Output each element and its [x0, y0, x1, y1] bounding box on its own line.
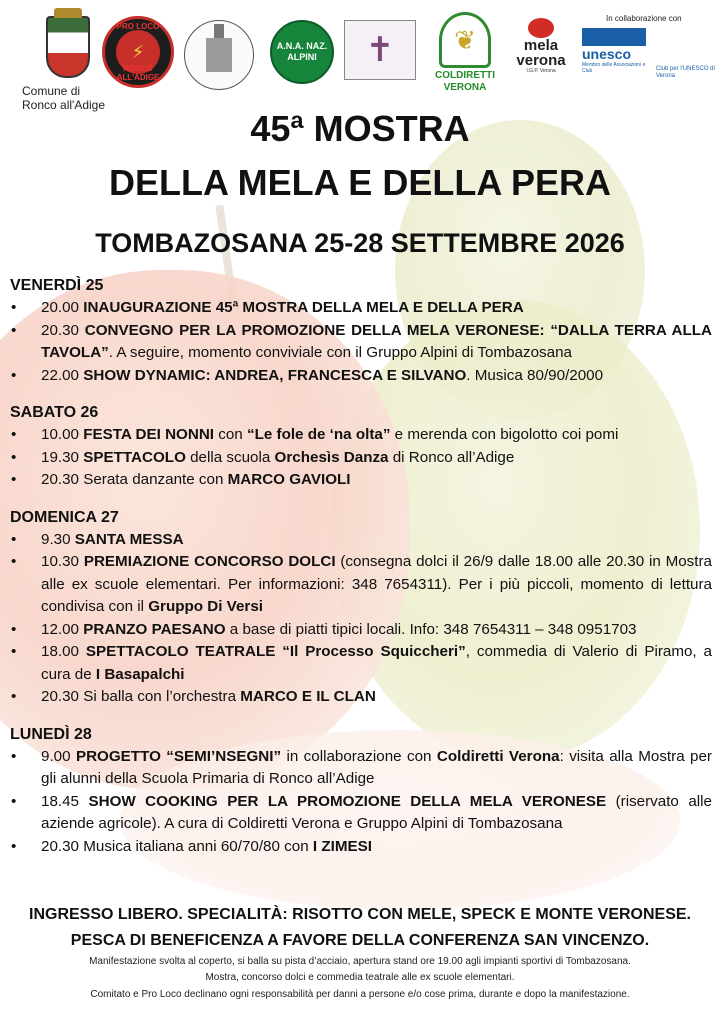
event-item: [10, 529, 712, 552]
event-item: [10, 469, 712, 492]
mela-verona-label: mela verona: [516, 37, 566, 69]
event-text: a base di piatti tipici locali. Info: 348 7654311 – 348 0951703: [225, 620, 637, 638]
event-text: di Ronco all’Adige: [388, 448, 515, 466]
event-text: 20.00: [41, 299, 84, 316]
title-line-1: 45ª MOSTRA: [250, 108, 470, 149]
temple-icon: [582, 28, 646, 46]
lightning-icon: ⚡: [116, 30, 160, 74]
fine-print-2: Mostra, concorso dolci e commedia teatrale alle ex scuole elementari.: [205, 972, 515, 983]
event-text: in collaborazione con: [281, 747, 437, 765]
event-text: (consegna dolci il 26/9 dalle 18.00 alle 20.30 in Mostra alle ex scuole elementari. Per informazioni: 348 7654311). Per i più piccoli, momento di lettura condivisa con il: [41, 553, 712, 615]
bullet-icon: •: [11, 837, 17, 855]
event-item: [10, 641, 712, 686]
event-text: MARCO E IL CLAN: [240, 688, 376, 705]
footer-line-1: INGRESSO LIBERO. SPECIALITÀ: RISOTTO CON MELE, SPECK E MONTE VERONESE.: [29, 906, 691, 923]
day-heading: SABATO 26: [10, 404, 99, 421]
bullet-icon: •: [11, 643, 17, 660]
comune-logo: [22, 16, 114, 112]
event-text: “Le fole de ‘na olta”: [246, 426, 391, 443]
event-program: [10, 275, 712, 873]
event-text: (riservato alle aziende agricole). A cura di Coldiretti Verona e Gruppo Alpini di Tombazosana: [41, 792, 712, 832]
event-text: , commedia di Valerio di Piramo, a cura de: [41, 643, 713, 683]
event-text: 10.30: [41, 553, 84, 570]
event-text: 12.00: [41, 620, 84, 638]
event-text: 20.30: [41, 321, 85, 339]
event-text: : visita alla Mostra per gli alunni della Scuola Primaria di Ronco all’Adige: [41, 747, 712, 787]
event-item: [10, 619, 712, 642]
bullet-icon: •: [11, 747, 17, 765]
event-text: 19.30: [41, 448, 84, 466]
event-item: [10, 447, 712, 470]
unesco-label: unesco: [582, 46, 632, 62]
coldiretti-logo: [432, 12, 498, 100]
alpini-label: A.N.A. NAZ. ALPINI: [276, 41, 328, 62]
bullet-icon: •: [11, 448, 17, 466]
event-item: [10, 686, 712, 709]
bullet-icon: •: [11, 299, 17, 316]
mela-igp-label: I.G.P. Verona: [526, 68, 556, 74]
day-heading: DOMENICA 27: [10, 508, 119, 526]
event-text: SPETTACOLO TEATRALE “Il Processo Squiccheri”: [85, 643, 466, 660]
event-text: I ZIMESI: [312, 837, 372, 855]
day-section: [10, 724, 712, 859]
cross-icon: ✝: [365, 31, 395, 69]
bullet-icon: •: [11, 321, 17, 339]
day-section: [10, 275, 712, 387]
event-text: CONVEGNO PER LA PROMOZIONE DELLA MELA VERONESE: “DALLA TERRA ALLA TAVOLA”: [41, 321, 712, 361]
event-text: I Basapalchi: [95, 665, 185, 683]
event-text: SHOW COOKING PER LA PROMOZIONE DELLA MELA VERONESE: [88, 792, 607, 810]
day-section: [10, 402, 712, 492]
event-text: e merenda con bigolotto coi pomi: [390, 426, 619, 443]
event-text: Orchesìs Danza: [274, 448, 389, 466]
bullet-icon: •: [11, 553, 17, 570]
unesco-club-label: Club per l'UNESCO di Verona: [656, 66, 715, 79]
day-heading: VENERDÌ 25: [10, 277, 104, 294]
event-text: 20.30 Musica italiana anni 60/70/80 con: [41, 837, 313, 855]
event-item: [10, 746, 712, 791]
proloco-bottom-label: RONCO ALL'ADIGE: [116, 64, 160, 82]
event-text: SHOW DYNAMIC: ANDREA, FRANCESCA E SILVANO: [83, 366, 467, 384]
proloco-logo: [102, 16, 174, 88]
event-text: con: [214, 426, 247, 443]
church-icon: [206, 38, 232, 72]
title-line-2: DELLA MELA E DELLA PERA: [109, 162, 611, 203]
event-item: [10, 424, 712, 447]
bullet-icon: •: [11, 620, 17, 638]
event-text: 9.00: [41, 747, 76, 765]
event-text: 18.45: [41, 792, 89, 810]
day-section: [10, 507, 712, 709]
footer-line-2: PESCA DI BENEFICENZA A FAVORE DELLA CONFERENZA SAN VINCENZO.: [70, 932, 650, 949]
comune-label: Comune di Ronco all'Adige: [22, 84, 106, 112]
proloco-top-label: PRO LOCO: [116, 22, 160, 31]
fine-print-3: Comitato e Pro Loco declinano ogni responsabilità per danni a persone e/o cose prima, durante e dopo la manifestazione.: [90, 989, 630, 1000]
event-item: [10, 297, 712, 320]
unesco-sub-label: Membro delle Associazioni e Club: [582, 62, 646, 74]
fine-print-1: Manifestazione svolta al coperto, si balla su pista d’acciaio, apertura stand ore 19.00 agli impianti sportivi di Tombazosana.: [89, 956, 631, 967]
event-item: [10, 320, 712, 365]
mela-verona-logo: [508, 18, 574, 88]
coldiretti-label: COLDIRETTI VERONA: [435, 70, 495, 93]
event-text: PROGETTO “SEMI’NSEGNI”: [75, 747, 282, 765]
day-heading: LUNEDÌ 28: [10, 725, 92, 743]
event-text: . Musica 80/90/2000: [466, 366, 604, 384]
parish-logo: [344, 20, 416, 80]
wheat-icon: ❦: [439, 12, 491, 68]
bullet-icon: •: [11, 688, 17, 705]
comitato-logo: [184, 20, 254, 90]
event-text: Coldiretti Verona: [436, 747, 560, 765]
event-text: PREMIAZIONE CONCORSO DOLCI: [83, 553, 336, 570]
coat-of-arms-icon: [46, 16, 90, 78]
event-text: PRANZO PAESANO: [83, 620, 226, 638]
event-dates: TOMBAZOSANA 25-28 SETTEMBRE 2026: [95, 228, 625, 258]
bullet-icon: •: [11, 471, 17, 488]
alpini-logo: [270, 20, 334, 84]
collaboration-label: In collaborazione con: [606, 14, 682, 23]
event-item: [10, 551, 712, 619]
bullet-icon: •: [11, 530, 17, 548]
event-text: Gruppo Di Versi: [148, 598, 263, 615]
bullet-icon: •: [11, 792, 17, 810]
event-text: SPETTACOLO: [83, 448, 186, 466]
sponsor-logos: [0, 8, 720, 118]
event-text: 20.30 Si balla con l’orchestra: [41, 688, 241, 705]
apple-icon: [528, 18, 554, 38]
event-text: 9.30: [41, 530, 75, 548]
event-text: 18.00: [41, 643, 86, 660]
unesco-logo: [582, 28, 718, 90]
event-text: della scuola: [185, 448, 275, 466]
event-item: [10, 365, 712, 388]
event-text: 20.30 Serata danzante con: [41, 471, 228, 488]
event-item: [10, 836, 712, 859]
bullet-icon: •: [11, 366, 17, 384]
event-text: . A seguire, momento conviviale con il Gruppo Alpini di Tombazosana: [108, 344, 572, 361]
event-item: [10, 791, 712, 836]
event-text: 10.00: [41, 426, 84, 443]
event-text: SANTA MESSA: [74, 530, 184, 548]
event-text: 22.00: [41, 366, 84, 384]
event-text: INAUGURAZIONE 45ª MOSTRA DELLA MELA E DELLA PERA: [83, 299, 524, 316]
event-text: MARCO GAVIOLI: [227, 471, 351, 488]
bullet-icon: •: [11, 426, 17, 443]
event-text: FESTA DEI NONNI: [83, 426, 215, 443]
